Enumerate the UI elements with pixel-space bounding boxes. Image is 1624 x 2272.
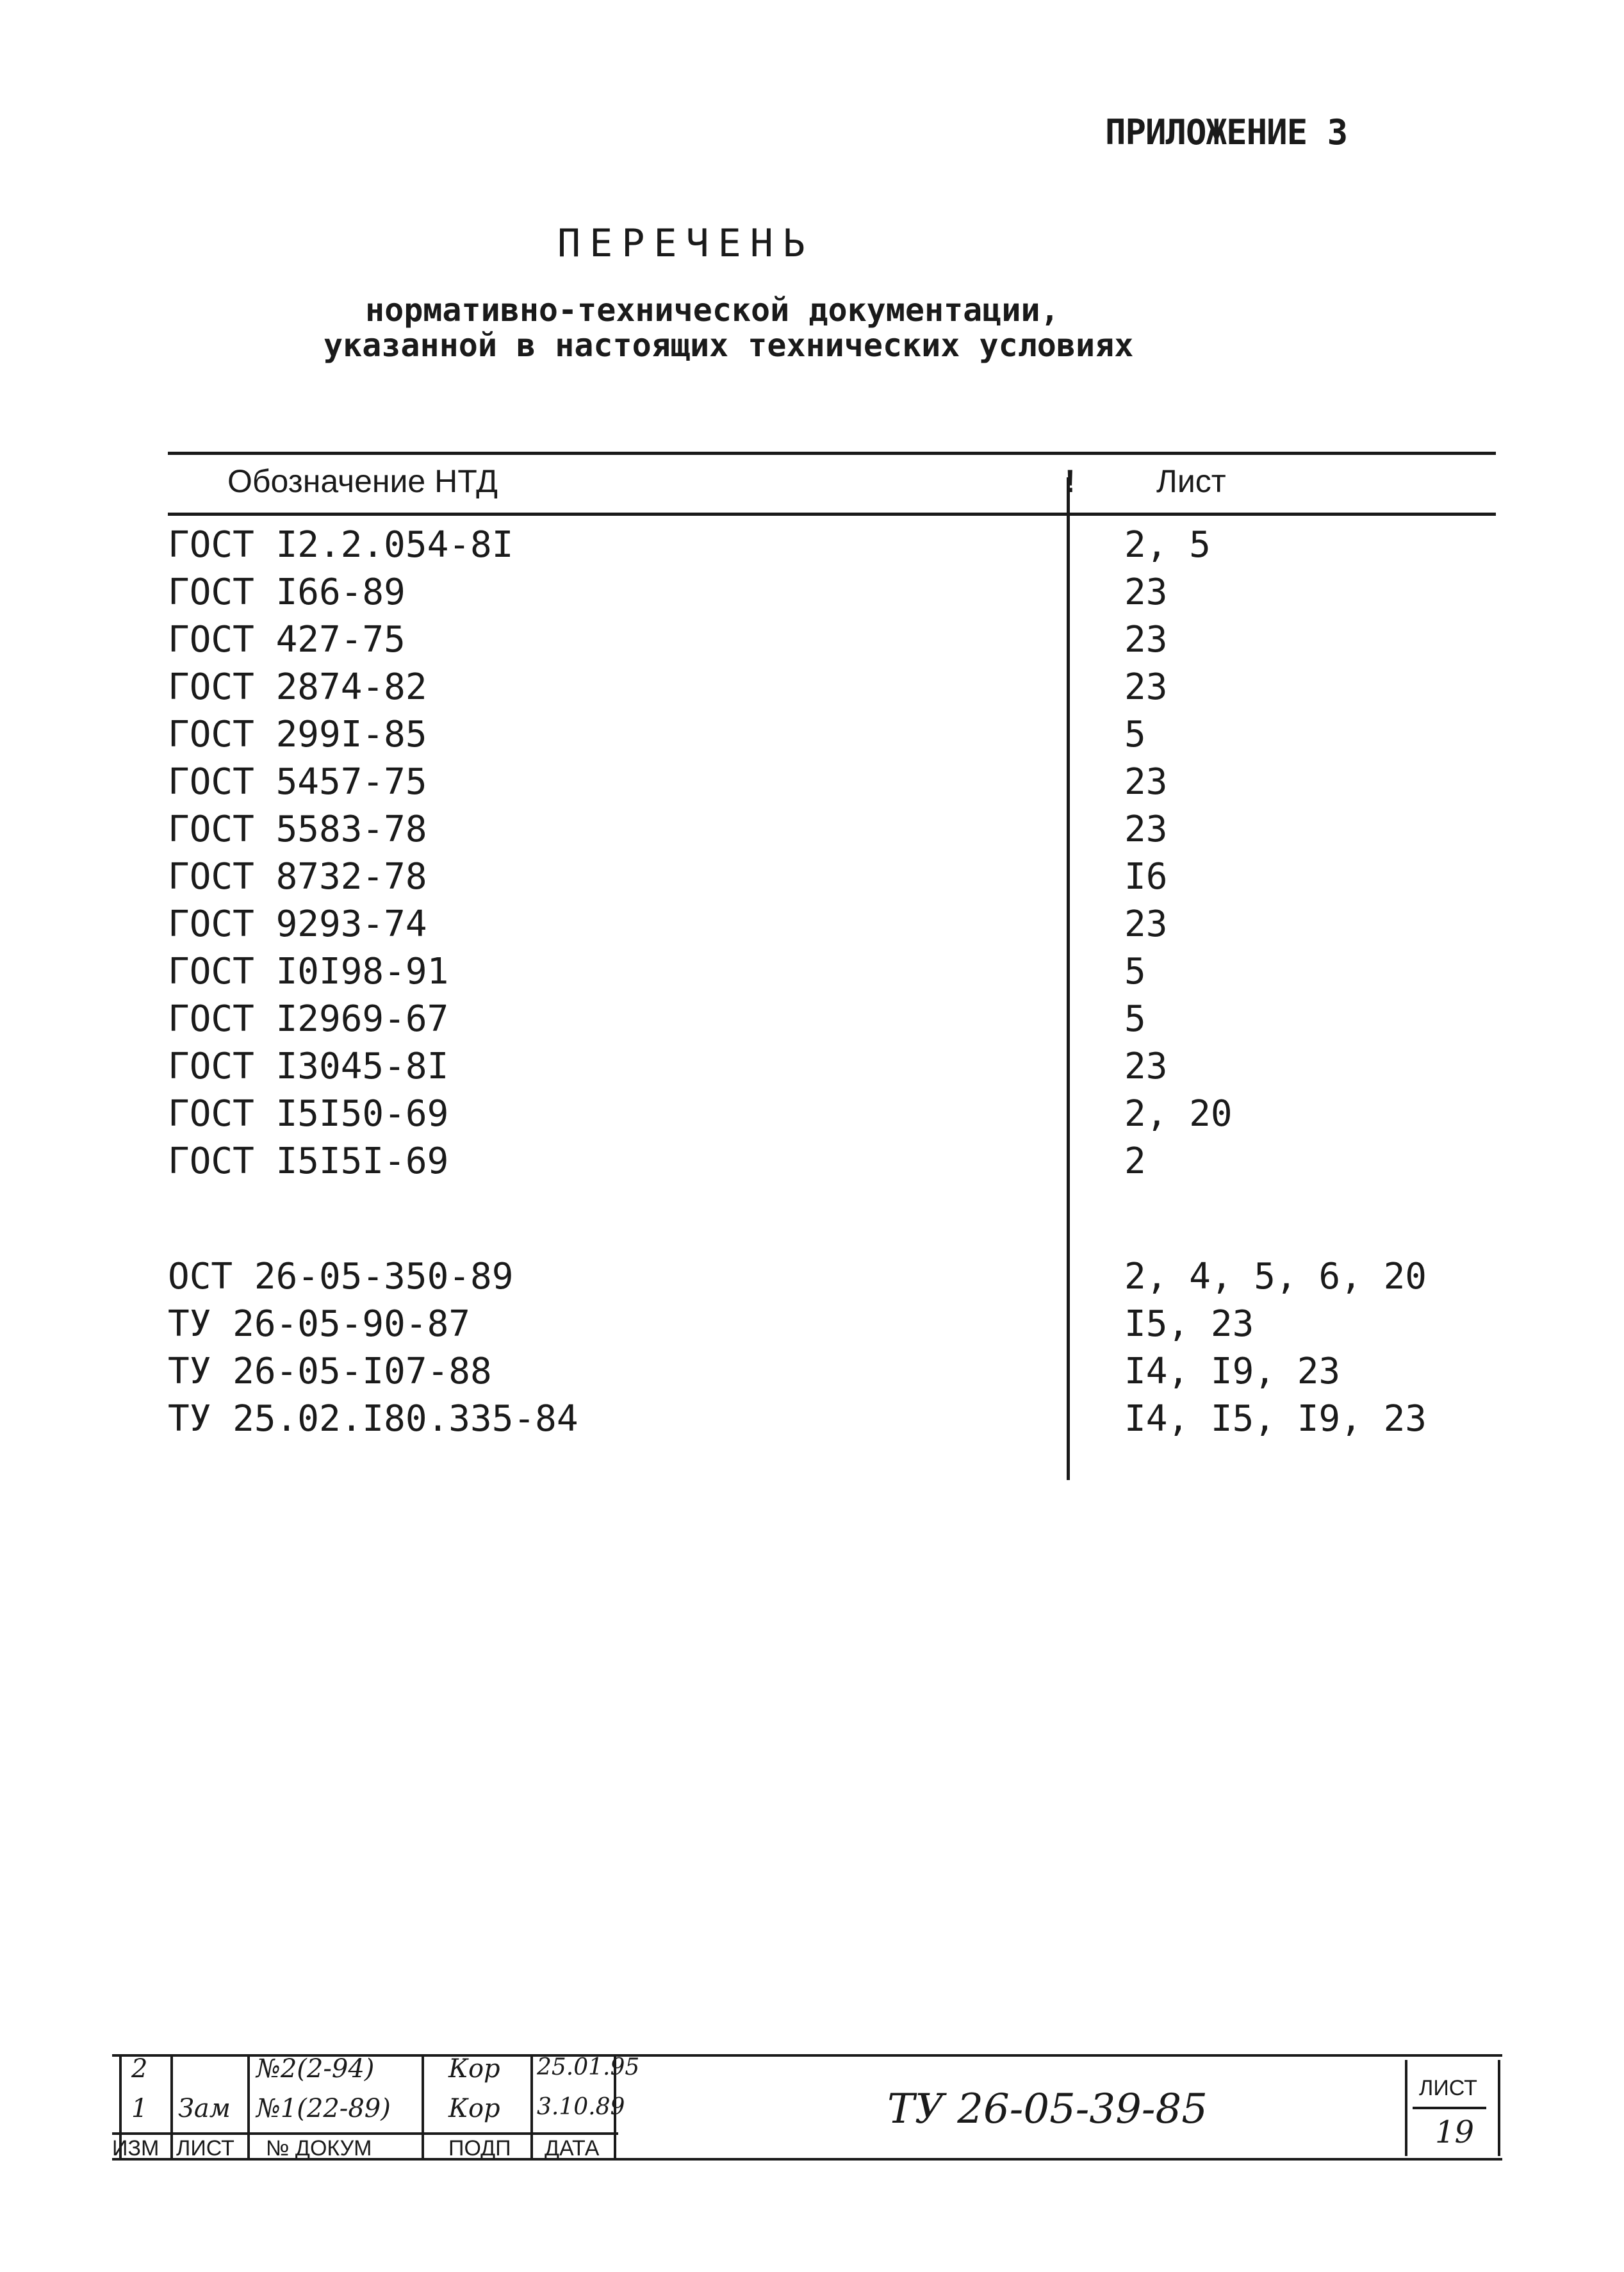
stamp-label-list: ЛИСТ — [176, 2136, 234, 2161]
table-row-designation: ГОСТ 2874-82 — [168, 666, 427, 708]
table-row-sheets: I6 — [1124, 856, 1168, 898]
stamp-label-izm: ИЗМ — [112, 2136, 160, 2161]
stamp-izm-1: 2 — [131, 2054, 148, 2084]
table-row-designation: ГОСТ 5583-78 — [168, 809, 427, 850]
table-header-rule — [168, 513, 1496, 516]
stamp-sign-2: Кор — [448, 2094, 500, 2123]
stamp-list-2: Зам — [178, 2094, 231, 2123]
table-row-sheets: 23 — [1124, 809, 1168, 850]
table-row-sheets: I5, 23 — [1124, 1303, 1254, 1345]
sheet-number: 19 — [1435, 2114, 1475, 2150]
table-row-designation: ГОСТ I5I5I-69 — [168, 1140, 449, 1182]
column-header-designation: Обозначение НТД — [227, 463, 498, 499]
table-row-designation: ГОСТ I66-89 — [168, 572, 406, 613]
stamp-doc-1: №2(2-94) — [256, 2054, 375, 2084]
table-row-sheets: 5 — [1124, 998, 1146, 1040]
table-row-designation: ОСТ 26-05-350-89 — [168, 1256, 514, 1297]
document-title: ПЕРЕЧЕНЬ — [557, 221, 814, 266]
table-row-sheets: 5 — [1124, 714, 1146, 755]
table-row-designation: ГОСТ I2.2.054-8I — [168, 524, 514, 566]
table-row-designation: ГОСТ I0I98-91 — [168, 951, 449, 992]
table-row-sheets: 5 — [1124, 951, 1146, 992]
table-column-divider — [1067, 477, 1070, 1480]
table-top-rule — [168, 452, 1496, 455]
subtitle-line-2: указанной в настоящих технических условиях — [324, 327, 1134, 364]
table-row-sheets: 2 — [1124, 1140, 1146, 1182]
stamp-doc-2: №1(22-89) — [256, 2094, 391, 2123]
document-code: ТУ 26-05-39-85 — [887, 2086, 1208, 2133]
table-row-designation: ТУ 25.02.I80.335-84 — [168, 1398, 578, 1440]
table-row-sheets: 23 — [1124, 1046, 1168, 1087]
table-row-sheets: 23 — [1124, 666, 1168, 708]
table-row-sheets: 23 — [1124, 761, 1168, 803]
stamp-sign-1: Кор — [448, 2054, 500, 2084]
table-row-designation: ГОСТ I5I50-69 — [168, 1093, 449, 1135]
subtitle-line-1: нормативно-технической документации, — [365, 292, 1060, 329]
column-header-mark: ! — [1065, 463, 1076, 499]
table-row-designation: ТУ 26-05-I07-88 — [168, 1351, 492, 1392]
table-row-sheets: I4, I5, I9, 23 — [1124, 1398, 1427, 1440]
table-row-designation: ГОСТ 5457-75 — [168, 761, 427, 803]
stamp-label-date: ДАТА — [545, 2136, 600, 2161]
stamp-izm-2: 1 — [131, 2094, 148, 2123]
table-row-designation: ГОСТ 8732-78 — [168, 856, 427, 898]
table-row-designation: ГОСТ 427-75 — [168, 619, 406, 661]
appendix-label: ПРИЛОЖЕНИЕ 3 — [1105, 112, 1348, 152]
table-row-designation: ГОСТ I3045-8I — [168, 1046, 449, 1087]
table-row-sheets: 2, 5 — [1124, 524, 1211, 566]
table-row-designation: ТУ 26-05-90-87 — [168, 1303, 471, 1345]
sheet-label: ЛИСТ — [1419, 2076, 1477, 2100]
table-row-sheets: 2, 20 — [1124, 1093, 1233, 1135]
table-row-sheets: 23 — [1124, 903, 1168, 945]
column-header-sheet: Лист — [1156, 463, 1226, 499]
stamp-date-2: 3.10.89 — [537, 2094, 625, 2120]
table-row-designation: ГОСТ 299I-85 — [168, 714, 427, 755]
table-row-designation: ГОСТ 9293-74 — [168, 903, 427, 945]
stamp-date-1: 25.01.95 — [537, 2054, 640, 2080]
stamp-label-doc: № ДОКУМ — [266, 2136, 372, 2161]
table-row-sheets: 23 — [1124, 572, 1168, 613]
stamp-label-sign: ПОДП — [448, 2136, 511, 2161]
table-row-sheets: 23 — [1124, 619, 1168, 661]
table-row-sheets: 2, 4, 5, 6, 20 — [1124, 1256, 1427, 1297]
table-row-designation: ГОСТ I2969-67 — [168, 998, 449, 1040]
table-row-sheets: I4, I9, 23 — [1124, 1351, 1341, 1392]
